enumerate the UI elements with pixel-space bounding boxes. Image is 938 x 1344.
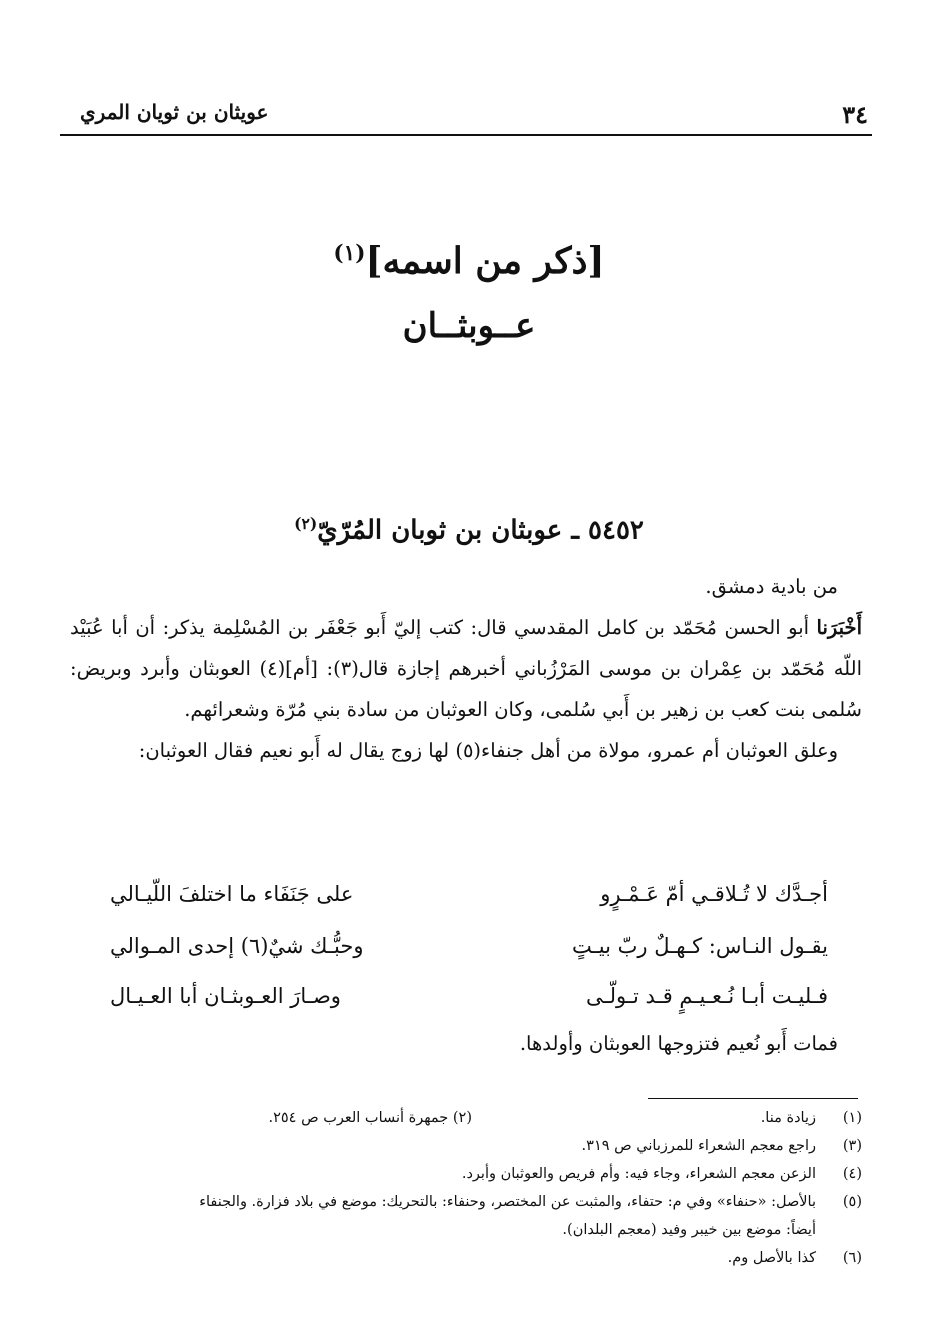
running-header <box>60 92 878 132</box>
verse-line <box>90 984 828 1024</box>
verse-second-hemistich: وصـارَ العـوبثـان أبا العـيـال <box>110 984 341 1008</box>
footnote-text: الزعن معجم الشعراء، وجاء فيه: وأم فريص والعوثبان وأبرد. <box>461 1166 816 1182</box>
body-text <box>70 566 862 771</box>
footnote-number: (٣) <box>842 1138 862 1154</box>
footnote-text: زيادة منا. <box>760 1110 816 1126</box>
header-divider <box>60 134 872 136</box>
running-title: عويثان بن ثويان المري <box>80 100 269 124</box>
verse-first-hemistich: فـليـت أبـا نُـعـيـمٍ قـد تـولّـى <box>585 984 828 1008</box>
footnote <box>66 1132 862 1160</box>
footnote-text: بالأصل: «حنفاء» وفي م: حتفاء، والمثبت عن المختصر، وحنفاء: بالتحريك: موضع في بلاد فزارة. والجنفاء <box>199 1194 816 1210</box>
footnote <box>66 1188 862 1216</box>
footnote <box>66 1104 862 1132</box>
section-heading-text: [ذكر من اسمه] <box>365 240 605 282</box>
footnote-text: جمهرة أنساب العرب ص ٢٥٤. <box>268 1110 449 1126</box>
footnote-text: كذا بالأصل وم. <box>727 1250 816 1266</box>
footnote-ref: (٢) <box>294 514 318 533</box>
footnote-continuation <box>66 1216 862 1244</box>
verse-second-hemistich: وحبُّـك شيٌ(٦) إحدى المـوالي <box>110 934 364 958</box>
verse-line <box>90 934 828 974</box>
footnote-number: (٦) <box>842 1250 862 1266</box>
footnote-number: (٥) <box>842 1194 862 1210</box>
entry-title-text: ٥٤٥٢ ـ عوبثان بن ثوبان المُرّيّ <box>317 515 644 546</box>
section-heading <box>0 240 938 282</box>
paragraph-text: أبو الحسن مُحَمّد بن كامل المقدسي قال: كتب إليّ أَبو جَعْفَر بن المُسْلِمة يذكر: أن أبا عُبَيْد اللّه مُحَمّد بن عِمْران بن موسى المَرْزُباني أخبرهم إجازة قال(٣): [أم](٤) العوبثان وأبرد وبريض: سُلمى بنت كعب بن زهير بن أَبي سُلمى، وكان العوثبان من سادة بني مُرّة وشعرائهم. <box>70 616 862 721</box>
verse-first-hemistich: يقـول النـاس: كـهـلٌ ربّ بيـتٍ <box>571 934 828 958</box>
verse-line <box>90 882 828 922</box>
verse-first-hemistich: أجـدَّك لا تُـلاقـي أمّ عَـمْـرٍو <box>600 882 828 906</box>
entry-title <box>0 514 938 546</box>
footnote-ref: (١) <box>333 241 366 266</box>
footnote-number: (٢) <box>452 1110 472 1126</box>
footnote-divider <box>648 1098 858 1099</box>
lead-word: أَخْبَرَنا <box>816 616 862 639</box>
footnote-text: أيضاً: موضع بين خيبر وفيد (معجم البلدان). <box>562 1222 816 1238</box>
verse-second-hemistich: على جَنَفَاء ما اختلفَ اللّيـالي <box>110 882 354 906</box>
footnote-number: (١) <box>842 1110 862 1126</box>
footnote <box>66 1160 862 1188</box>
footnote-number: (٤) <box>842 1166 862 1182</box>
footnote <box>66 1244 862 1272</box>
closing-line: فمات أَبو نُعيم فتزوجها العوبثان وأولدها. <box>519 1032 838 1055</box>
section-name: عــوبثــان <box>402 306 536 346</box>
paragraph: من بادية دمشق. <box>705 575 838 598</box>
footnotes <box>66 1104 862 1272</box>
paragraph <box>70 607 862 730</box>
footnote-second-column <box>269 1104 473 1132</box>
footnote-text: راجع معجم الشعراء للمرزباني ص ٣١٩. <box>581 1138 816 1154</box>
paragraph: وعلق العوثبان أم عمرو، مولاة من أهل جنفاء(٥) لها زوج يقال له أَبو نعيم فقال العوثبان: <box>138 739 838 762</box>
page-number: ٣٤ <box>842 100 868 129</box>
